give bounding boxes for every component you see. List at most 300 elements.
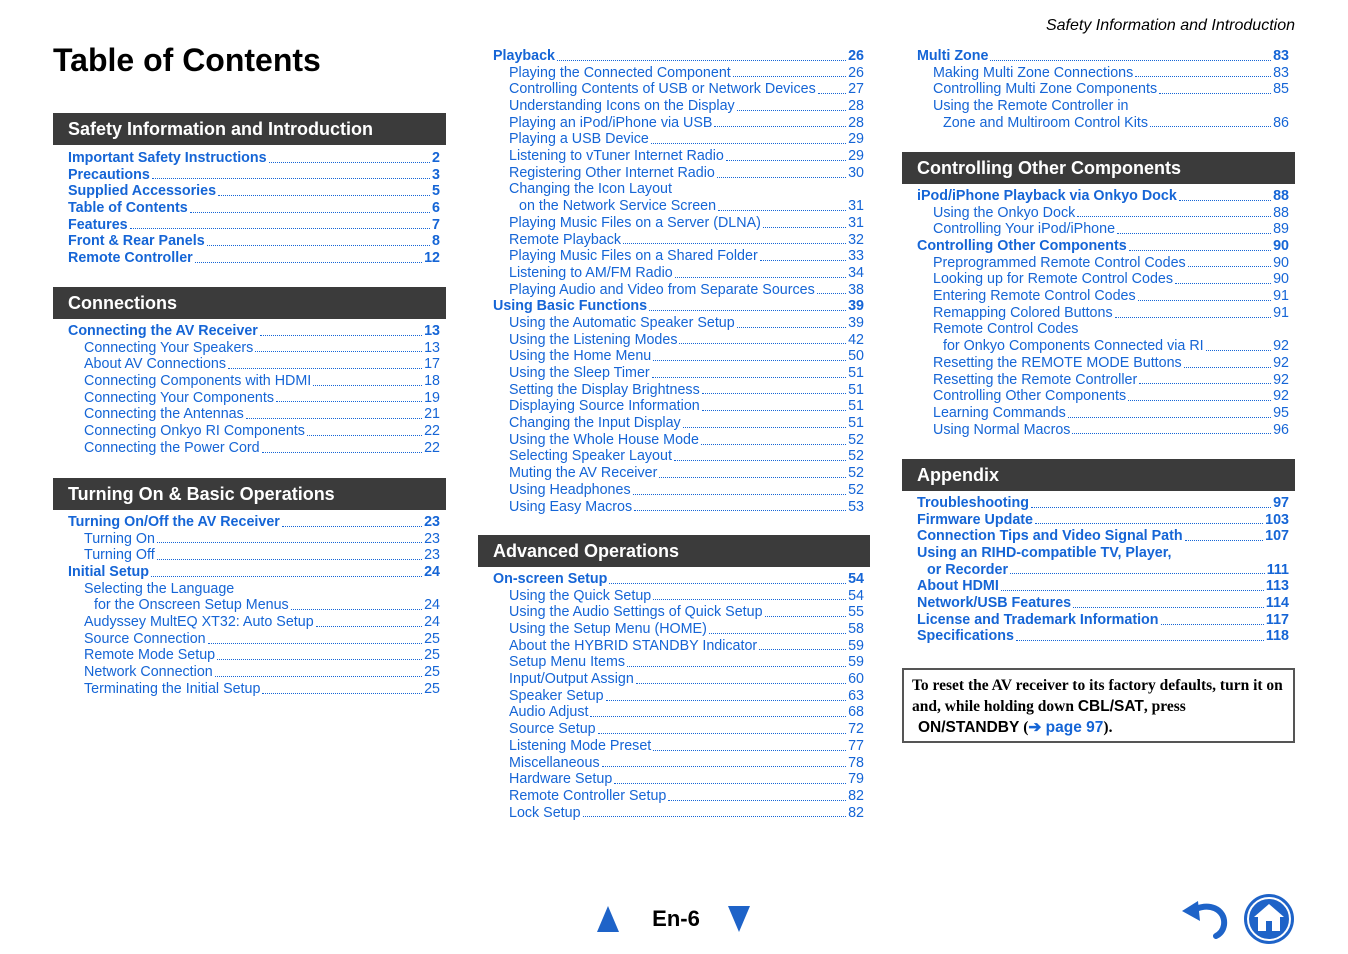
toc-entry-page: 25: [424, 647, 440, 664]
toc-entry[interactable]: [478, 332, 870, 349]
toc-entry-page: 92: [1273, 354, 1289, 371]
toc-entry-page: 85: [1273, 81, 1289, 98]
toc-entry-text: Changing the Input Display: [509, 415, 681, 432]
toc-entry-page: 103: [1265, 511, 1289, 528]
toc-entry[interactable]: [478, 198, 870, 215]
toc-entry-text: Source Setup: [509, 721, 596, 738]
toc-entry-text: Playing a USB Device: [509, 131, 649, 148]
page-97-link[interactable]: page 97: [1041, 719, 1104, 736]
toc-entry[interactable]: [478, 148, 870, 165]
toc-entry[interactable]: [53, 664, 446, 681]
dot-leader: [634, 510, 846, 511]
toc-entry-page: 90: [1273, 271, 1289, 288]
toc-entry-text: iPod/iPhone Playback via Onkyo Dock: [917, 187, 1177, 204]
toc-entry-page: 22: [424, 439, 440, 456]
note-text: , press: [1143, 698, 1186, 715]
toc-entry[interactable]: [478, 654, 870, 671]
dot-leader: [1159, 93, 1271, 94]
toc-entry[interactable]: [53, 614, 446, 631]
dot-leader: [217, 659, 422, 660]
toc-entry-page: 78: [848, 754, 864, 771]
dot-leader: [683, 427, 846, 428]
toc-entry[interactable]: [53, 390, 446, 407]
toc-entry-page: 24: [424, 614, 440, 631]
toc-entry-page: 88: [1273, 204, 1289, 221]
toc-entry[interactable]: [902, 81, 1295, 98]
toc-entry[interactable]: [902, 372, 1295, 389]
toc-entry-text: Using the Listening Modes: [509, 331, 678, 348]
toc-entry-text: Looking up for Remote Control Codes: [933, 271, 1174, 288]
toc-entry[interactable]: [53, 250, 446, 267]
toc-entry-page: 24: [424, 564, 440, 581]
toc-entry[interactable]: [902, 115, 1295, 132]
toc-entry-text: Input/Output Assign: [509, 671, 634, 688]
toc-entry-text: Controlling Contents of USB or Network Devices: [509, 81, 816, 98]
toc-entry[interactable]: [478, 215, 870, 232]
dot-leader: [307, 435, 422, 436]
section-heading: Connections: [53, 287, 446, 319]
toc-entry-page: 72: [848, 721, 864, 738]
toc-entry[interactable]: [53, 547, 446, 564]
toc-entry-text: Controlling Your iPod/iPhone: [933, 221, 1116, 238]
dot-leader: [1184, 367, 1271, 368]
dot-leader: [726, 160, 846, 161]
toc-entry-page: 68: [848, 704, 864, 721]
toc-entry-text: Setting the Display Brightness: [509, 381, 700, 398]
toc-entry-text: for the Onscreen Setup Menus: [94, 597, 289, 614]
dot-leader: [262, 452, 422, 453]
toc-entry[interactable]: [902, 271, 1295, 288]
entry-list: [53, 514, 446, 698]
toc-entry-text: Selecting Speaker Layout: [509, 448, 672, 465]
toc-entry[interactable]: [902, 629, 1295, 646]
toc-entry[interactable]: [53, 681, 446, 698]
section-controlling-other-components: [902, 152, 1295, 438]
toc-entry-text: Using the Quick Setup: [509, 587, 652, 604]
toc-entry[interactable]: [53, 531, 446, 548]
toc-entry-page: 96: [1273, 421, 1289, 438]
toc-entry-page: 77: [848, 737, 864, 754]
toc-entry[interactable]: [478, 588, 870, 605]
toc-entry[interactable]: [478, 638, 870, 655]
dot-leader: [718, 210, 846, 211]
dot-leader: [130, 228, 430, 229]
toc-entry-text: Registering Other Internet Radio: [509, 164, 715, 181]
toc-entry[interactable]: [902, 65, 1295, 82]
toc-entry[interactable]: [478, 571, 870, 588]
section-heading: Advanced Operations: [478, 535, 870, 567]
page-link-arrow-icon[interactable]: ➔: [1028, 719, 1042, 736]
toc-entry[interactable]: [902, 221, 1295, 238]
toc-entry[interactable]: [478, 499, 870, 516]
page-number: En-6: [652, 906, 700, 931]
toc-entry-page: 3: [432, 166, 440, 183]
toc-entry-page: 59: [848, 637, 864, 654]
triangle-down-icon[interactable]: [727, 905, 751, 933]
toc-entry-text: Connecting Components with HDMI: [84, 373, 312, 390]
dot-leader: [1179, 200, 1271, 201]
toc-entry-page: 82: [848, 804, 864, 821]
dot-leader: [313, 385, 422, 386]
dot-leader: [557, 60, 846, 61]
toc-entry-text: Remote Control Codes: [933, 321, 1079, 338]
toc-entry[interactable]: [53, 631, 446, 648]
toc-entry-page: 31: [848, 214, 864, 231]
dot-leader: [598, 733, 846, 734]
dot-leader: [990, 60, 1271, 61]
toc-entry-page: 90: [1273, 238, 1289, 255]
section-advanced-operations: [478, 535, 870, 821]
toc-entry[interactable]: [53, 323, 446, 340]
toc-entry-text: Lock Setup: [509, 804, 581, 821]
dot-leader: [818, 93, 846, 94]
dot-leader: [1035, 523, 1263, 524]
dot-leader: [269, 162, 430, 163]
dot-leader: [218, 195, 430, 196]
toc-entry-page: 90: [1273, 254, 1289, 271]
toc-entry-text: Learning Commands: [933, 404, 1066, 421]
toc-entry[interactable]: [902, 405, 1295, 422]
toc-entry[interactable]: [902, 388, 1295, 405]
toc-entry[interactable]: [902, 322, 1295, 339]
factory-reset-note: [902, 668, 1295, 743]
section-basic-operations: [53, 478, 446, 698]
toc-entry-page: 92: [1273, 388, 1289, 405]
dot-leader: [737, 110, 846, 111]
toc-entry-page: 51: [848, 381, 864, 398]
dot-leader: [195, 262, 422, 263]
toc-entry[interactable]: [902, 545, 1295, 562]
dot-leader: [679, 343, 846, 344]
toc-entry-text: Features: [68, 216, 128, 233]
toc-entry[interactable]: [478, 165, 870, 182]
toc-entry-text: Zone and Multiroom Control Kits: [943, 114, 1149, 131]
toc-entry[interactable]: [478, 415, 870, 432]
dot-leader: [627, 666, 846, 667]
toc-entry-page: 28: [848, 98, 864, 115]
cbl-sat-key: CBL/SAT: [1077, 698, 1144, 715]
toc-entry-page: 95: [1273, 404, 1289, 421]
section-heading: Controlling Other Components: [902, 152, 1295, 184]
section-heading: Turning On & Basic Operations: [53, 478, 446, 510]
toc-entry-text: Source Connection: [84, 630, 206, 647]
toc-entry-page: 59: [848, 654, 864, 671]
dot-leader: [675, 277, 846, 278]
toc-entry[interactable]: [478, 131, 870, 148]
toc-entry-page: 42: [848, 331, 864, 348]
toc-entry-page: 52: [848, 481, 864, 498]
toc-entry-text: Muting the AV Receiver: [509, 465, 658, 482]
toc-entry-text: Using Easy Macros: [509, 498, 633, 515]
toc-entry[interactable]: [478, 48, 870, 65]
toc-entry[interactable]: [53, 373, 446, 390]
back-arrow-icon[interactable]: [1180, 897, 1230, 939]
toc-entry-text: Turning On/Off the AV Receiver: [68, 513, 280, 530]
toc-entry-page: 29: [848, 148, 864, 165]
toc-entry-text: About the HYBRID STANDBY Indicator: [509, 637, 758, 654]
toc-entry[interactable]: [902, 595, 1295, 612]
toc-entry-text: Miscellaneous: [509, 754, 600, 771]
toc-entry-page: 18: [424, 373, 440, 390]
toc-entry[interactable]: [478, 282, 870, 299]
section-heading: Safety Information and Introduction: [53, 113, 446, 145]
toc-entry-text: Front & Rear Panels: [68, 233, 205, 250]
toc-entry-page: 7: [432, 216, 440, 233]
toc-entry-page: 22: [424, 423, 440, 440]
dot-leader: [260, 335, 422, 336]
dot-leader: [614, 783, 846, 784]
toc-entry[interactable]: [902, 288, 1295, 305]
home-icon[interactable]: [1242, 892, 1296, 946]
dot-leader: [151, 576, 422, 577]
toc-entry-text: Connecting Your Components: [84, 389, 274, 406]
section-connections: [53, 287, 446, 457]
toc-entry-text: for Onkyo Components Connected via RI: [943, 338, 1204, 355]
toc-entry-page: 52: [848, 448, 864, 465]
toc-entry[interactable]: [53, 356, 446, 373]
toc-entry[interactable]: [478, 365, 870, 382]
toc-entry[interactable]: [478, 604, 870, 621]
toc-entry[interactable]: [902, 255, 1295, 272]
toc-entry[interactable]: [478, 788, 870, 805]
section-safety: [53, 113, 446, 267]
toc-entry[interactable]: [53, 514, 446, 531]
toc-entry[interactable]: [478, 449, 870, 466]
toc-entry-page: 88: [1273, 187, 1289, 204]
dot-leader: [649, 310, 846, 311]
toc-entry[interactable]: [478, 482, 870, 499]
toc-entry-page: 63: [848, 687, 864, 704]
toc-entry-page: 33: [848, 248, 864, 265]
toc-entry[interactable]: [53, 183, 446, 200]
on-standby-key: ON/STANDBY: [918, 719, 1020, 736]
toc-entry-page: 13: [424, 322, 440, 339]
toc-entry[interactable]: [478, 721, 870, 738]
toc-entry-text: Resetting the Remote Controller: [933, 371, 1138, 388]
toc-entry[interactable]: [53, 167, 446, 184]
dot-leader: [765, 616, 847, 617]
note-text: (: [1019, 719, 1029, 736]
toc-entry-text: Playing Music Files on a Server (DLNA): [509, 214, 761, 231]
toc-entry-text: Understanding Icons on the Display: [509, 98, 735, 115]
toc-entry[interactable]: [478, 315, 870, 332]
dot-leader: [759, 649, 846, 650]
toc-entry-page: 6: [432, 200, 440, 217]
toc-entry[interactable]: [478, 621, 870, 638]
toc-entry-text: Troubleshooting: [917, 494, 1029, 511]
toc-entry[interactable]: [53, 564, 446, 581]
toc-entry-page: 79: [848, 771, 864, 788]
dot-leader: [1206, 350, 1271, 351]
toc-entry-page: 23: [424, 530, 440, 547]
toc-entry-text: Audio Adjust: [509, 704, 589, 721]
toc-entry[interactable]: [478, 432, 870, 449]
dot-leader: [763, 227, 846, 228]
page-title: Table of Contents: [53, 42, 321, 78]
toc-entry[interactable]: [53, 406, 446, 423]
toc-entry-text: Connecting the Power Cord: [84, 439, 260, 456]
toc-entry[interactable]: [53, 217, 446, 234]
toc-entry-page: 111: [1266, 561, 1289, 578]
toc-entry[interactable]: [53, 648, 446, 665]
toc-entry-page: 17: [424, 356, 440, 373]
toc-entry-page: 51: [848, 415, 864, 432]
dot-leader: [157, 559, 422, 560]
toc-entry-text: Displaying Source Information: [509, 398, 700, 415]
dot-leader: [817, 293, 846, 294]
toc-entry[interactable]: [902, 238, 1295, 255]
toc-entry-text: Playing Music Files on a Shared Folder: [509, 248, 758, 265]
toc-entry-text: Remote Mode Setup: [84, 647, 216, 664]
dot-leader: [623, 243, 846, 244]
toc-entry-text: Setup Menu Items: [509, 654, 626, 671]
toc-entry-page: 92: [1273, 371, 1289, 388]
toc-entry[interactable]: [478, 81, 870, 98]
dot-leader: [276, 401, 422, 402]
toc-entry-text: Using Basic Functions: [493, 298, 648, 315]
toc-entry-text: Using Normal Macros: [933, 421, 1071, 438]
toc-entry[interactable]: [902, 578, 1295, 595]
toc-entry-page: 82: [848, 787, 864, 804]
toc-entry[interactable]: [902, 562, 1295, 579]
toc-entry[interactable]: [478, 382, 870, 399]
toc-entry-page: 113: [1265, 578, 1289, 595]
toc-entry[interactable]: [478, 805, 870, 822]
toc-entry[interactable]: [53, 150, 446, 167]
toc-entry[interactable]: [902, 512, 1295, 529]
toc-entry-page: 39: [848, 298, 864, 315]
toc-entry[interactable]: [902, 612, 1295, 629]
toc-entry-page: 60: [848, 671, 864, 688]
toc-entry-text: Firmware Update: [917, 511, 1033, 528]
dot-leader: [1128, 400, 1271, 401]
toc-entry[interactable]: [478, 755, 870, 772]
entry-list: [902, 188, 1295, 438]
toc-entry[interactable]: [53, 440, 446, 457]
toc-entry-page: 92: [1273, 338, 1289, 355]
toc-entry-text: Controlling Other Components: [917, 238, 1127, 255]
toc-entry-text: Using the Sleep Timer: [509, 365, 650, 382]
toc-entry[interactable]: [902, 355, 1295, 372]
dot-leader: [1175, 283, 1271, 284]
toc-entry[interactable]: [53, 423, 446, 440]
toc-entry[interactable]: [478, 248, 870, 265]
dot-leader: [717, 177, 846, 178]
toc-entry-page: 114: [1265, 595, 1289, 612]
toc-entry[interactable]: [902, 48, 1295, 65]
dot-leader: [709, 633, 846, 634]
toc-entry[interactable]: [53, 233, 446, 250]
page-navigation: [596, 903, 756, 937]
dot-leader: [1068, 417, 1271, 418]
toc-entry-text: or Recorder: [927, 561, 1009, 578]
dot-leader: [733, 76, 846, 77]
toc-entry-text: Playback: [493, 47, 555, 64]
toc-entry[interactable]: [478, 705, 870, 722]
toc-entry[interactable]: [478, 265, 870, 282]
toc-entry-text: Specifications: [917, 628, 1014, 645]
toc-entry[interactable]: [902, 338, 1295, 355]
toc-entry-page: 26: [848, 47, 864, 64]
toc-entry-text: Terminating the Initial Setup: [84, 680, 261, 697]
toc-entry[interactable]: [478, 65, 870, 82]
toc-entry-page: 118: [1265, 628, 1289, 645]
toc-entry[interactable]: [53, 200, 446, 217]
dot-leader: [674, 460, 846, 461]
toc-entry-text: on the Network Service Screen: [519, 198, 717, 215]
dot-leader: [668, 800, 846, 801]
toc-entry[interactable]: [902, 98, 1295, 115]
toc-entry[interactable]: [478, 98, 870, 115]
toc-entry[interactable]: [53, 597, 446, 614]
toc-entry[interactable]: [53, 340, 446, 357]
toc-entry-page: 25: [424, 664, 440, 681]
toc-entry[interactable]: [478, 465, 870, 482]
toc-entry[interactable]: [478, 182, 870, 199]
toc-entry[interactable]: [53, 581, 446, 598]
dot-leader: [701, 444, 846, 445]
toc-entry-text: Connecting Onkyo RI Components: [84, 423, 305, 440]
toc-entry-page: 55: [848, 604, 864, 621]
toc-entry-text: Selecting the Language: [84, 580, 235, 597]
toc-entry[interactable]: [902, 188, 1295, 205]
toc-entry-text: Supplied Accessories: [68, 183, 217, 200]
toc-entry[interactable]: [902, 528, 1295, 545]
toc-entry-text: Making Multi Zone Connections: [933, 64, 1134, 81]
toc-entry-text: Turning On: [84, 530, 155, 547]
entry-list: [478, 48, 870, 515]
toc-entry-text: Using Headphones: [509, 481, 631, 498]
toc-entry-page: 107: [1265, 528, 1289, 545]
toc-entry-text: Using the Whole House Mode: [509, 431, 699, 448]
dot-leader: [208, 643, 422, 644]
dot-leader: [1188, 266, 1271, 267]
toc-entry-text: Playing Audio and Video from Separate Sources: [509, 281, 815, 298]
dot-leader: [291, 609, 422, 610]
toc-entry[interactable]: [478, 671, 870, 688]
toc-entry-page: 58: [848, 621, 864, 638]
toc-entry-text: Initial Setup: [68, 564, 150, 581]
toc-entry-text: Connecting Your Speakers: [84, 339, 254, 356]
toc-entry-text: Preprogrammed Remote Control Codes: [933, 254, 1186, 271]
toc-entry[interactable]: [478, 298, 870, 315]
toc-entry[interactable]: [478, 771, 870, 788]
toc-entry[interactable]: [478, 398, 870, 415]
toc-entry-page: 89: [1273, 221, 1289, 238]
toc-entry-text: Using the Automatic Speaker Setup: [509, 314, 735, 331]
toc-entry-page: 23: [424, 547, 440, 564]
toc-entry-text: About HDMI: [917, 578, 999, 595]
toc-entry[interactable]: [478, 738, 870, 755]
dot-leader: [215, 676, 422, 677]
toc-entry[interactable]: [478, 232, 870, 249]
note-text: To reset the AV receiver to its factory defaults, turn it on and, while holding down: [912, 677, 1283, 715]
toc-entry[interactable]: [902, 305, 1295, 322]
toc-entry-text: Using the Audio Settings of Quick Setup: [509, 604, 763, 621]
toc-entry[interactable]: [478, 688, 870, 705]
dot-leader: [737, 327, 846, 328]
toc-entry[interactable]: [478, 348, 870, 365]
dot-leader: [1031, 507, 1271, 508]
toc-entry-page: 26: [848, 64, 864, 81]
dot-leader: [714, 126, 846, 127]
toc-entry[interactable]: [902, 205, 1295, 222]
toc-entry[interactable]: [902, 495, 1295, 512]
section-appendix: [902, 459, 1295, 645]
toc-entry[interactable]: [902, 422, 1295, 439]
toc-entry-page: 83: [1273, 64, 1289, 81]
toc-entry[interactable]: [478, 115, 870, 132]
